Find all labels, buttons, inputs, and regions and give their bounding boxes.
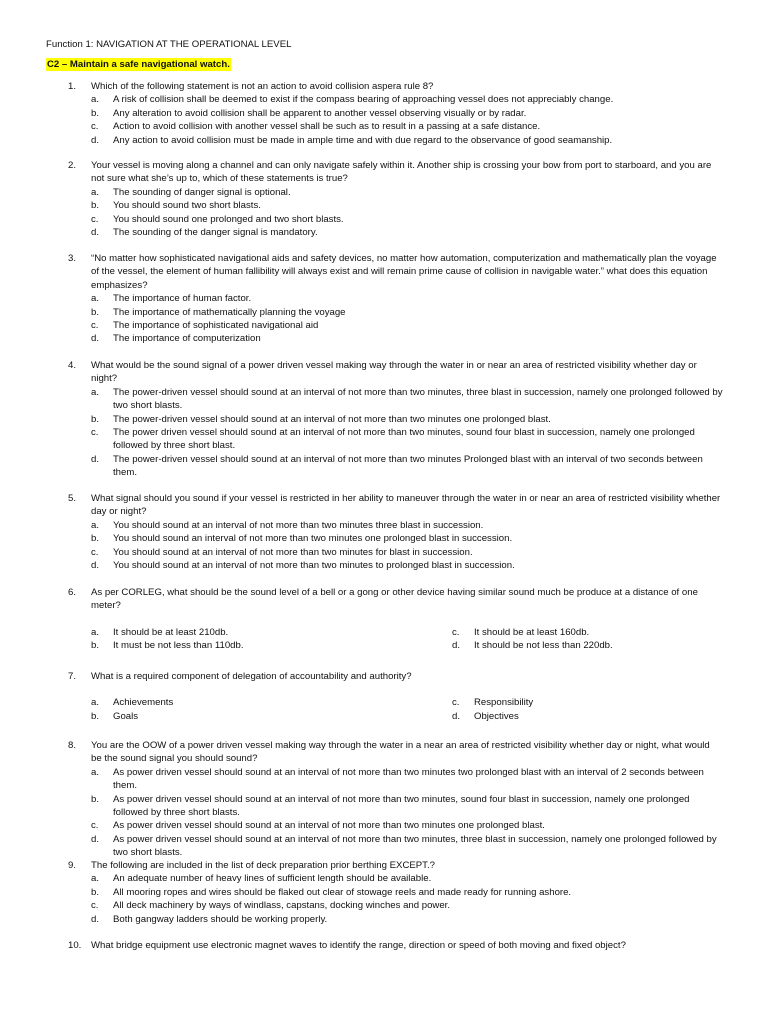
option-letter: a.: [91, 386, 100, 398]
option-letter: c.: [91, 121, 99, 133]
question-number: 9.: [68, 860, 77, 871]
option-letter: c.: [91, 900, 99, 912]
option-letter: d.: [91, 333, 100, 345]
option-text: You should sound at an interval of not more than two minutes for blast in succession.: [113, 546, 473, 558]
option-c: [0, 120, 768, 133]
section-title: C2 – Maintain a safe navigational watch.: [47, 59, 230, 70]
option-letter: d.: [91, 913, 100, 925]
option-text: As power driven vessel should sound at an interval of not more than two minutes one prolonged blast.: [113, 820, 545, 832]
option-text: Objectives: [474, 710, 519, 722]
question-number: 3.: [68, 253, 77, 264]
option-a: [0, 519, 768, 532]
option-text: It should be not less than 220db.: [474, 640, 613, 652]
question-number: 6.: [68, 587, 77, 598]
question-text: You are the OOW of a power driven vessel making way through the water in a near an area of restricted visibility whether day or night, what would be the sound signal you should sound?: [91, 740, 710, 765]
option-text: You should sound an interval of not more than two minutes one prolonged blast in succession.: [113, 533, 513, 545]
question-6: [0, 586, 768, 653]
option-c: [0, 319, 768, 332]
question-number: 1.: [68, 81, 77, 92]
option-letter: b.: [91, 533, 100, 545]
option-text: As power driven vessel should sound at an interval of not more than two minutes two prolonged blast with an interval of 2 seconds between them.: [113, 766, 704, 792]
question-text: “No matter how sophisticated navigational aids and safety devices, no matter how automation, computerization and mathematically plan the voyage of the vessel, the element of human fallibility will always exist and will remain prime cause of collision in navigable water.” what does this equation emphasizes?: [91, 253, 717, 291]
option-d: [0, 332, 768, 345]
option-c: [0, 426, 768, 453]
option-letter: d.: [452, 710, 461, 722]
option-a: [0, 292, 768, 305]
option-letter: c.: [452, 697, 460, 709]
option-b: [0, 306, 768, 319]
option-letter: b.: [91, 200, 100, 212]
option-text: The sounding of danger signal is optional.: [113, 186, 291, 198]
question-number: 2.: [68, 160, 77, 171]
option-letter: a.: [91, 94, 100, 106]
option-letter: c.: [91, 546, 99, 558]
option-d: [0, 134, 768, 147]
option-a: [0, 766, 768, 793]
option-d: [0, 453, 768, 480]
option-text: As power driven vessel should sound at an interval of not more than two minutes, sound four blast in succession, namely one prolonged followed by three short blasts.: [113, 793, 690, 819]
option-a: [0, 872, 768, 885]
option-text: The power-driven vessel should sound at an interval of not more than two minutes Prolonged blast with an interval of two seconds between them.: [113, 453, 703, 479]
question-number: 10.: [68, 940, 82, 951]
option-text: A risk of collision shall be deemed to exist if the compass bearing of approaching vessel does not appreciably change.: [113, 94, 614, 106]
document-header: Function 1: NAVIGATION AT THE OPERATIONAL LEVEL: [46, 39, 292, 50]
option-text: You should sound one prolonged and two short blasts.: [113, 213, 344, 225]
option-letter: a.: [91, 873, 100, 885]
question-number: 7.: [68, 671, 77, 682]
question-text: What is a required component of delegation of accountability and authority?: [91, 671, 412, 682]
question-8: [0, 739, 768, 860]
option-c: [0, 899, 768, 912]
option-letter: b.: [91, 886, 100, 898]
option-text: Action to avoid collision with another vessel shall be such as to result in a passing at a safe distance.: [113, 121, 541, 133]
option-letter: c.: [452, 626, 460, 638]
question-text: Your vessel is moving along a channel and can only navigate safely within it. Another ship is crossing your bow from port to starboard, and you are not sure what she’s up to, which of these statements is true?: [91, 160, 712, 185]
option-a: [0, 93, 768, 106]
option-text: Achievements: [113, 697, 174, 709]
option-letter: c.: [91, 427, 99, 439]
option-b: [0, 107, 768, 120]
question-number: 5.: [68, 493, 77, 504]
option-text: Both gangway ladders should be working properly.: [113, 913, 328, 925]
question-text: Which of the following statement is not an action to avoid collision aspera rule 8?: [91, 81, 434, 92]
option-text: Any alteration to avoid collision shall be apparent to another vessel observing visually or by radar.: [113, 107, 527, 119]
option-text: Any action to avoid collision must be made in ample time and with due regard to the observance of good seamanship.: [113, 134, 613, 146]
option-letter: a.: [91, 766, 100, 778]
option-letter: a.: [91, 186, 100, 198]
option-text: The power-driven vessel should sound at an interval of not more than two minutes one prolonged blast.: [113, 413, 551, 425]
option-letter: d.: [91, 227, 100, 239]
option-letter: d.: [91, 560, 100, 572]
option-c: [0, 819, 768, 832]
option-letter: b.: [91, 710, 100, 722]
option-text: All deck machinery by ways of windlass, capstans, docking winches and power.: [113, 900, 451, 912]
option-letter: d.: [91, 453, 100, 465]
question-5: [0, 492, 768, 572]
option-text: It must be not less than 110db.: [113, 640, 244, 652]
question-2: [0, 159, 768, 239]
option-c: [0, 546, 768, 559]
option-text: It should be at least 210db.: [113, 626, 229, 638]
option-d: [0, 559, 768, 572]
option-c: [0, 213, 768, 226]
option-text: An adequate number of heavy lines of sufficient length should be available.: [113, 873, 432, 885]
option-text: The sounding of the danger signal is mandatory.: [113, 227, 318, 239]
question-7: [0, 670, 768, 723]
option-b: [0, 793, 768, 820]
question-text: What signal should you sound if your vessel is restricted in her ability to maneuver through the water in or near an area of restricted visibility whether day or night?: [91, 493, 721, 518]
option-text: You should sound at an interval of not more than two minutes to prolonged blast in succession.: [113, 560, 515, 572]
option-text: You should sound two short blasts.: [113, 200, 261, 212]
option-text: The power driven vessel should sound at an interval of not more than two minutes, sound four blast in succession, namely one prolonged followed by three short blast.: [113, 427, 695, 452]
option-letter: b.: [91, 413, 100, 425]
option-text: The importance of human factor.: [113, 293, 252, 305]
question-1: [0, 80, 768, 147]
option-d: [0, 226, 768, 239]
option-a: [0, 186, 768, 199]
option-text: Responsibility: [474, 697, 534, 709]
option-letter: c.: [91, 320, 99, 332]
option-letter: d.: [91, 833, 100, 845]
question-text: As per CORLEG, what should be the sound level of a bell or a gong or other device having similar sound much be produce at a distance of one meter?: [91, 587, 698, 612]
option-letter: a.: [91, 697, 100, 709]
question-number: 8.: [68, 740, 77, 751]
question-text: The following are included in the list of deck preparation prior berthing EXCEPT.?: [91, 860, 435, 871]
option-text: The importance of computerization: [113, 333, 261, 345]
option-d: [0, 913, 768, 926]
option-text: As power driven vessel should sound at an interval of not more than two minutes, three blast in succession, namely one prolonged followed by two short blasts.: [113, 833, 717, 859]
option-text: It should be at least 160db.: [474, 626, 590, 638]
option-letter: d.: [91, 134, 100, 146]
option-text: You should sound at an interval of not more than two minutes three blast in succession.: [113, 519, 484, 531]
option-a: [0, 386, 768, 413]
option-b: [0, 532, 768, 545]
option-d: [0, 833, 768, 860]
option-letter: b.: [91, 306, 100, 318]
option-text: The importance of mathematically planning the voyage: [113, 306, 346, 318]
question-9: [0, 859, 768, 926]
question-text: What would be the sound signal of a power driven vessel making way through the water in or near an area of restricted visibility whether day or night?: [91, 360, 697, 385]
question-number: 4.: [68, 360, 77, 371]
option-b: [0, 413, 768, 426]
option-letter: b.: [91, 107, 100, 119]
option-letter: d.: [452, 640, 461, 652]
option-text: Goals: [113, 710, 139, 722]
option-text: All mooring ropes and wires should be flaked out clear of stowage reels and made ready for running ashore.: [113, 886, 572, 898]
option-text: The power-driven vessel should sound at an interval of not more than two minutes, three blast in succession, namely one prolonged followed by two short blasts.: [113, 386, 723, 412]
option-letter: a.: [91, 293, 100, 305]
option-letter: a.: [91, 626, 100, 638]
option-letter: c.: [91, 213, 99, 225]
question-3: [0, 252, 768, 346]
option-letter: b.: [91, 793, 100, 805]
question-10: [0, 939, 768, 952]
question-text: What bridge equipment use electronic magnet waves to identify the range, direction or speed of both moving and fixed object?: [91, 940, 626, 951]
option-letter: c.: [91, 820, 99, 832]
option-b: [0, 886, 768, 899]
option-text: The importance of sophisticated navigational aid: [113, 320, 319, 332]
option-letter: b.: [91, 640, 100, 652]
option-letter: a.: [91, 519, 100, 531]
question-4: [0, 359, 768, 480]
option-b: [0, 199, 768, 212]
